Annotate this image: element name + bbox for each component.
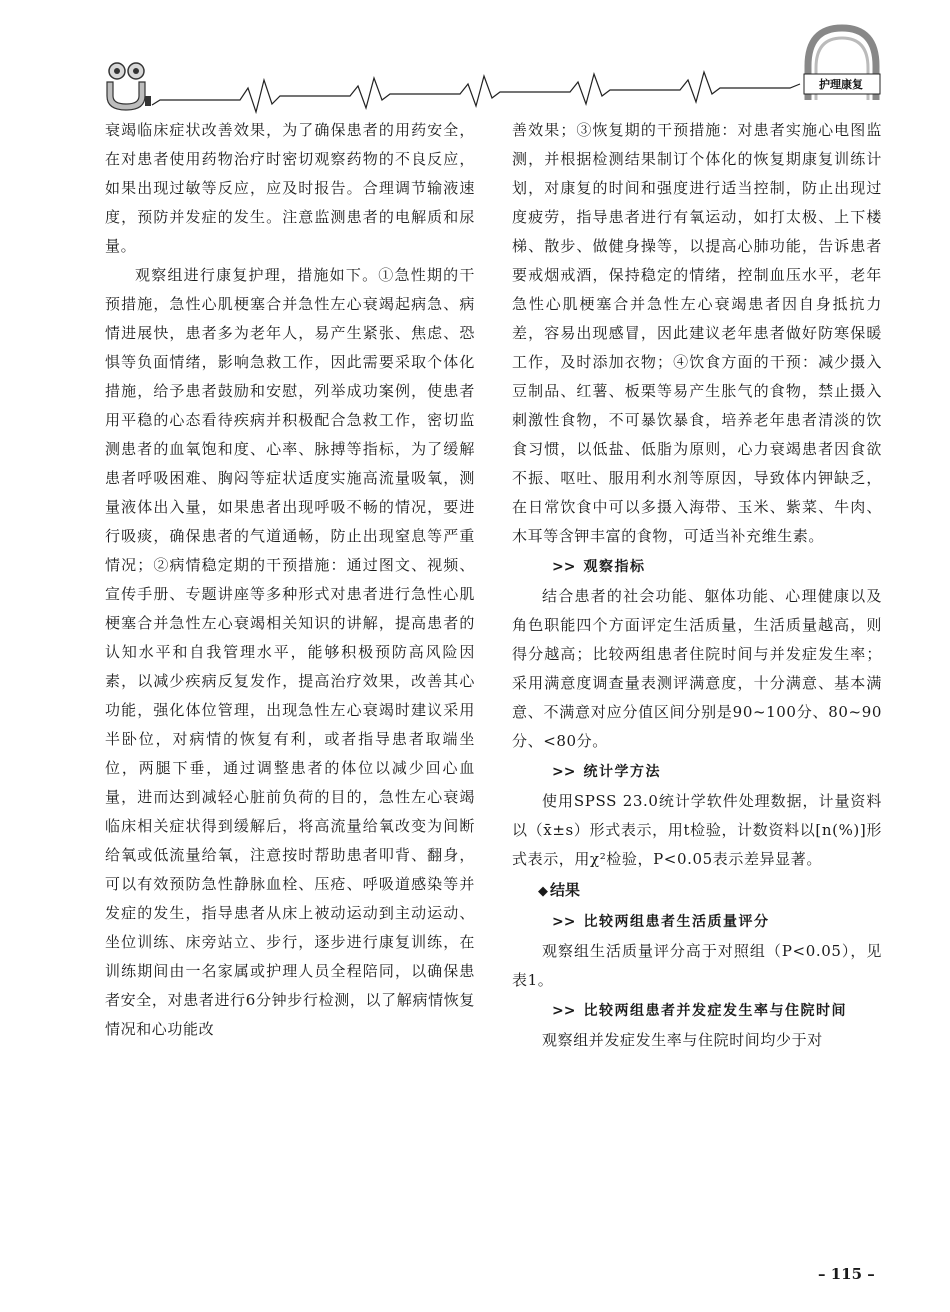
body-paragraph: 观察组并发症发生率与住院时间均少于对 xyxy=(542,1031,823,1049)
body-paragraph: 观察组进行康复护理，措施如下。①急性期的干预措施，急性心肌梗塞合并急性左心衰竭起病急、病情进展快，患者多为老年人，易产生紧张、焦虑、恐惧等负面情绪，影响急救工作，因此需要采取个体化措施，给予患者鼓励和安慰，列举成功案例，使患者用平稳的心态看待疾病并积极配合急救工作，密切监测患者的血氧饱和度、心率、脉搏等指标，为了缓解患者呼吸困难、胸闷等症状适度实施高流量吸氧，测量液体出入量，如果患者出现呼吸不畅的情况，要进行吸痰，确保患者的气道通畅，防止出现窒息等严重情况；②病情稳定期的干预措施：通过图文、视频、宣传手册、专题讲座等多种形式对患者进行急性心肌梗塞合并急性左心衰竭相关知识的讲解，提高患者的认知水平和自我管理水平，能够积极预防高风险因素，以减少疾病反复发作，提高治疗效果，改善其心功能，强化体位管理，出现急性左心衰竭时建议采用半卧位，对病情的恢复有利，或者指导患者取端坐位，两腿下垂，通过调整患者的体位以减少回心血量，进而达到减轻心脏前负荷的目的，急性左心衰竭临床相关症状得到缓解后，将高流量给氧改变为间断给氧或低流量给氧，注意按时帮助患者叩背、翻身，可以有效预防急性静脉血栓、压疮、呼吸道感染等并发症的发生，指导患者从床上被动运动到主动运动、坐位训练、床旁站立、步行，逐步进行康复训练，在训练期间由一名家属或护理人员全程陪同，以确保患者安全，对患者进行6分钟步行检测，以了解病情恢复情况和心功能改 xyxy=(105,266,475,1038)
journal-logo-icon xyxy=(107,63,151,110)
subsection-marker-icon: >> xyxy=(552,1003,576,1019)
section-heading-results: ◆ 结果 xyxy=(538,881,581,899)
subsection-heading-quality: >> 比较两组患者生活质量评分 xyxy=(552,914,770,930)
page-number: – 115 – xyxy=(818,1265,875,1283)
body-paragraph: 观察组生活质量评分高于对照组（P<0.05），见表1。 xyxy=(512,942,882,989)
diamond-bullet-icon: ◆ xyxy=(538,884,548,899)
subsection-marker-icon: >> xyxy=(552,764,576,780)
subsection-marker-icon: >> xyxy=(552,914,576,930)
body-paragraph: 结合患者的社会功能、躯体功能、心理健康以及角色职能四个方面评定生活质量，生活质量越高，则得分越高；比较两组患者住院时间与并发症发生率；采用满意度调查量表测评满意度，十分满意、基本满意、不满意对应分值区间分别是90~100分、80~90分、<80分。 xyxy=(512,587,882,750)
body-paragraph: 使用SPSS 23.0统计学软件处理数据，计量资料以（x̄±s）形式表示，用t检验，计数资料以[n(%)]形式表示，用χ²检验，P<0.05表示差异显著。 xyxy=(512,792,882,868)
page-header-decoration xyxy=(0,0,950,120)
subsection-heading-complication: >> 比较两组患者并发症发生率与住院时间 xyxy=(552,1003,847,1019)
left-column xyxy=(105,116,475,1044)
header-zigzag-line xyxy=(152,72,800,112)
section-label: 护理康复 xyxy=(819,78,863,91)
subsection-heading-statistics: >> 统计学方法 xyxy=(552,764,661,780)
subsection-heading-observation: >> 观察指标 xyxy=(552,559,646,575)
body-paragraph: 衰竭临床症状改善效果，为了确保患者的用药安全，在对患者使用药物治疗时密切观察药物的不良反应，如果出现过敏等反应，应及时报告。合理调节输液速度，预防并发症的发生。注意监测患者的电解质和尿量。 xyxy=(105,121,475,255)
subsection-marker-icon: >> xyxy=(552,559,576,575)
right-column xyxy=(512,116,882,1055)
body-paragraph: 善效果；③恢复期的干预措施：对患者实施心电图监测，并根据检测结果制订个体化的恢复期康复训练计划，对康复的时间和强度进行适当控制，防止出现过度疲劳，指导患者进行有氧运动，如打太极、上下楼梯、散步、做健身操等，以提高心肺功能，告诉患者要戒烟戒酒，保持稳定的情绪，控制血压水平，老年急性心肌梗塞合并急性左心衰竭患者因自身抵抗力差，容易出现感冒，因此建议老年患者做好防寒保暖工作，及时添加衣物；④饮食方面的干预：减少摄入豆制品、红薯、板栗等易产生胀气的食物，禁止摄入刺激性食物，不可暴饮暴食，培养老年患者清淡的饮食习惯，以低盐、低脂为原则，心力衰竭患者因食欲不振、呕吐、服用利水剂等原因，导致体内钾缺乏，在日常饮食中可以多摄入海带、玉米、紫菜、牛肉、木耳等含钾丰富的食物，可适当补充维生素。 xyxy=(512,121,882,545)
